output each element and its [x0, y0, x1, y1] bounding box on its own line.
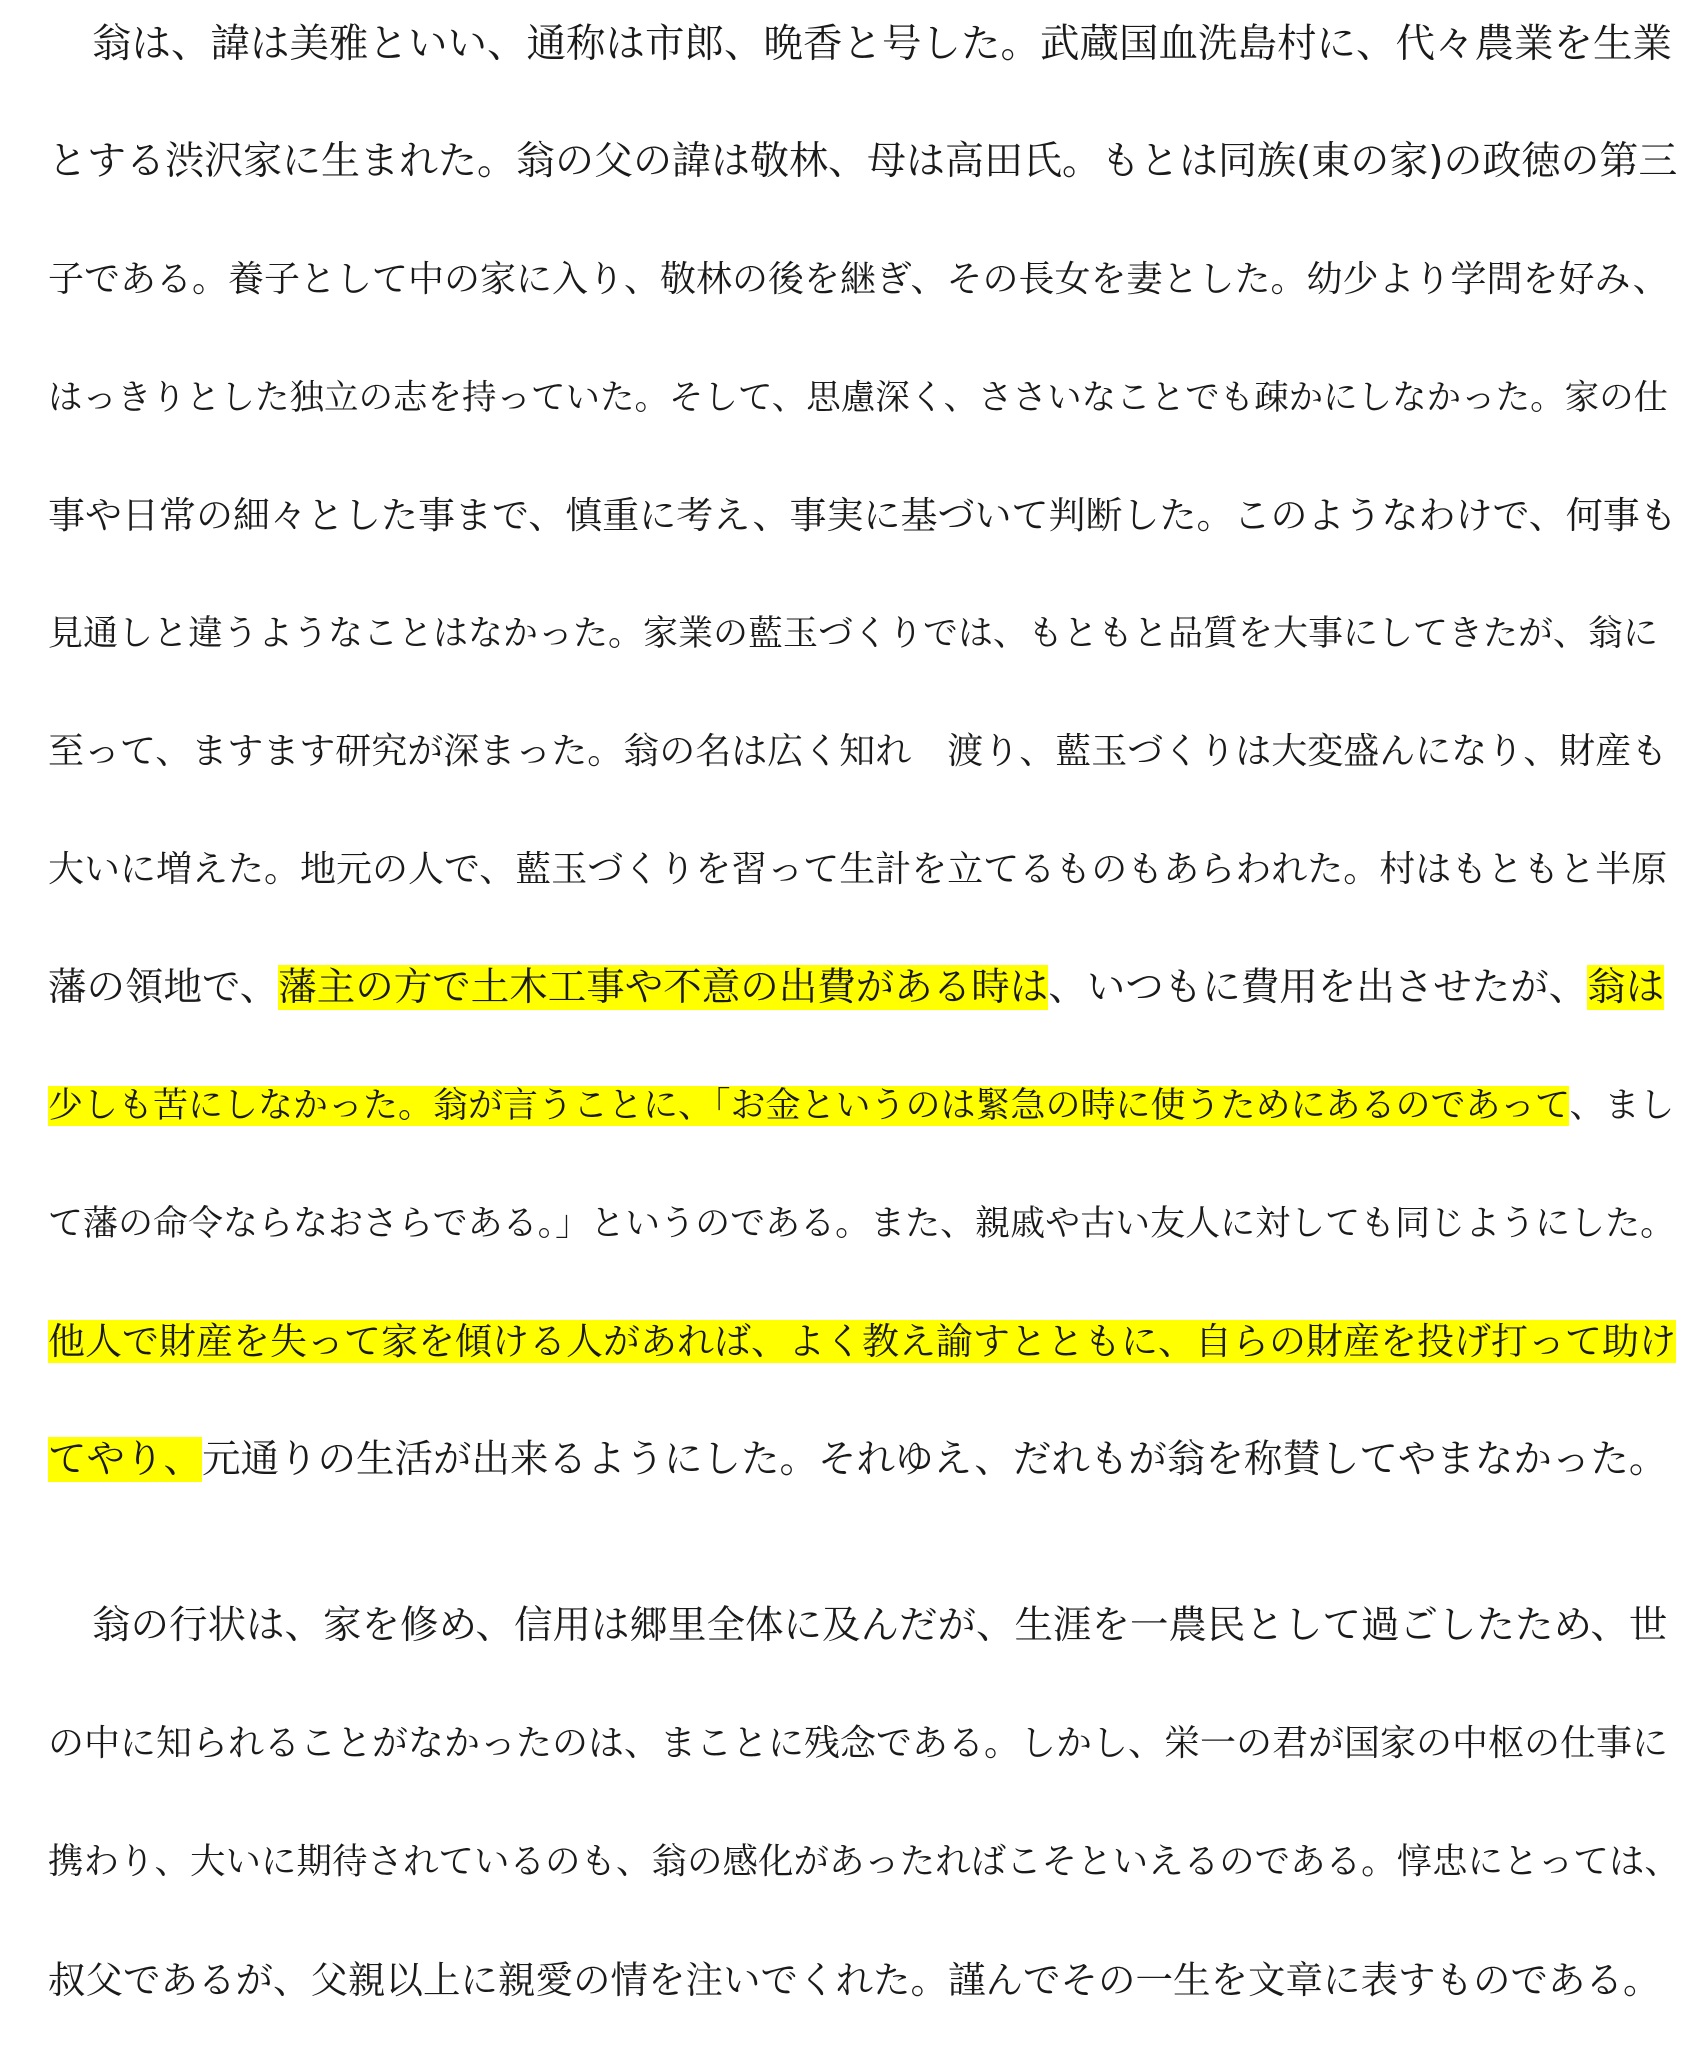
- text-segment: 大いに増えた。地元の人で、藍玉づくりを習って生計を立てるものもあらわれた。村はもともと半原: [48, 849, 1668, 890]
- text-segment: 至って、ますます研究が深まった。翁の名は広く知れ 渡り、藍玉づくりは大変盛んになり、財産も: [48, 731, 1668, 772]
- text-segment: 子である。養子として中の家に入り、敬林の後を継ぎ、その長女を妻とした。幼少より学問を好み、: [48, 259, 1669, 300]
- text-segment: て藩の命令ならなおさらである。」というのである。また、親戚や古い友人に対しても同じようにした。: [48, 1204, 1676, 1244]
- text-segment: 藩の領地で、: [48, 965, 279, 1010]
- paragraph-1-line-13: [48, 1428, 1667, 1492]
- text-segment: 見通しと違うようなことはなかった。家業の藍玉づくりでは、もともと品質を大事にしてきたが、翁に: [48, 614, 1659, 654]
- text-segment: の中に知られることがなかったのは、まことに残念である。しかし、栄一の君が国家の中枢の仕事に: [48, 1723, 1669, 1764]
- highlighted-text: 他人で財産を失って家を傾ける人があれば、よく教え諭すとともに、自らの財産を投げ打って助け: [48, 1320, 1676, 1363]
- text-segment: はっきりとした独立の志を持っていた。そして、思慮深く、ささいなことでも疎かにしなかった。家の仕: [48, 378, 1669, 418]
- paragraph-1-line-8: [48, 838, 1667, 902]
- paragraph-2-line-2: [48, 1712, 1668, 1776]
- paragraph-2-line-4: [48, 1948, 1661, 2012]
- paragraph-2-line-1: [92, 1594, 1667, 1658]
- text-segment: 元通りの生活が出来るようにした。それゆえ、だれもが翁を称賛してやまなかった。: [202, 1437, 1668, 1482]
- paragraph-1-line-1: [92, 12, 1672, 76]
- text-segment: 事や日常の細々とした事まで、慎重に考え、事実に基づいて判断した。このようなわけで、何事も: [48, 494, 1677, 537]
- paragraph-1-line-5: [48, 484, 1677, 548]
- text-segment: 叔父であるが、父親以上に親愛の情を注いでくれた。謹んでその一生を文章に表すものである。: [48, 1958, 1661, 2002]
- paragraph-1-line-6: [48, 602, 1658, 666]
- highlighted-text: 藩主の方で土木工事や不意の出費がある時は: [278, 965, 1049, 1010]
- text-segment: 、まし: [1569, 1086, 1675, 1126]
- highlighted-text: てやり、: [48, 1437, 203, 1482]
- paragraph-1-line-3: [48, 248, 1669, 312]
- highlighted-text: 翁は: [1587, 965, 1665, 1010]
- text-segment: 翁は、諱は美雅といい、通称は市郎、晩香と号した。武蔵国血洗島村に、代々農業を生業: [92, 21, 1672, 67]
- text-segment: 携わり、大いに期待されているのも、翁の感化があったればこそといえるのである。惇忠にとっては、: [48, 1841, 1680, 1882]
- paragraph-2-line-3: [48, 1830, 1680, 1894]
- paragraph-1-line-9: [48, 956, 1664, 1020]
- paragraph-1-line-11: [48, 1192, 1675, 1256]
- paragraph-1-line-12: [48, 1310, 1676, 1374]
- paragraph-1-line-7: [48, 720, 1667, 784]
- text-segment: 、いつもに費用を出させたが、: [1048, 965, 1588, 1010]
- text-segment: 翁の行状は、家を修め、信用は郷里全体に及んだが、生涯を一農民として過ごしたため、世: [92, 1603, 1668, 1648]
- paragraph-1-line-4: [48, 366, 1668, 430]
- paragraph-1-line-2: [48, 130, 1677, 194]
- paragraph-1-line-10: [48, 1074, 1674, 1138]
- text-segment: とする渋沢家に生まれた。翁の父の諱は敬林、母は高田氏。もとは同族(東の家)の政徳の第三: [48, 139, 1678, 184]
- highlighted-text: 少しも苦にしなかった。翁が言うことに、「お金というのは緊急の時に使うためにあるのであって: [48, 1086, 1570, 1126]
